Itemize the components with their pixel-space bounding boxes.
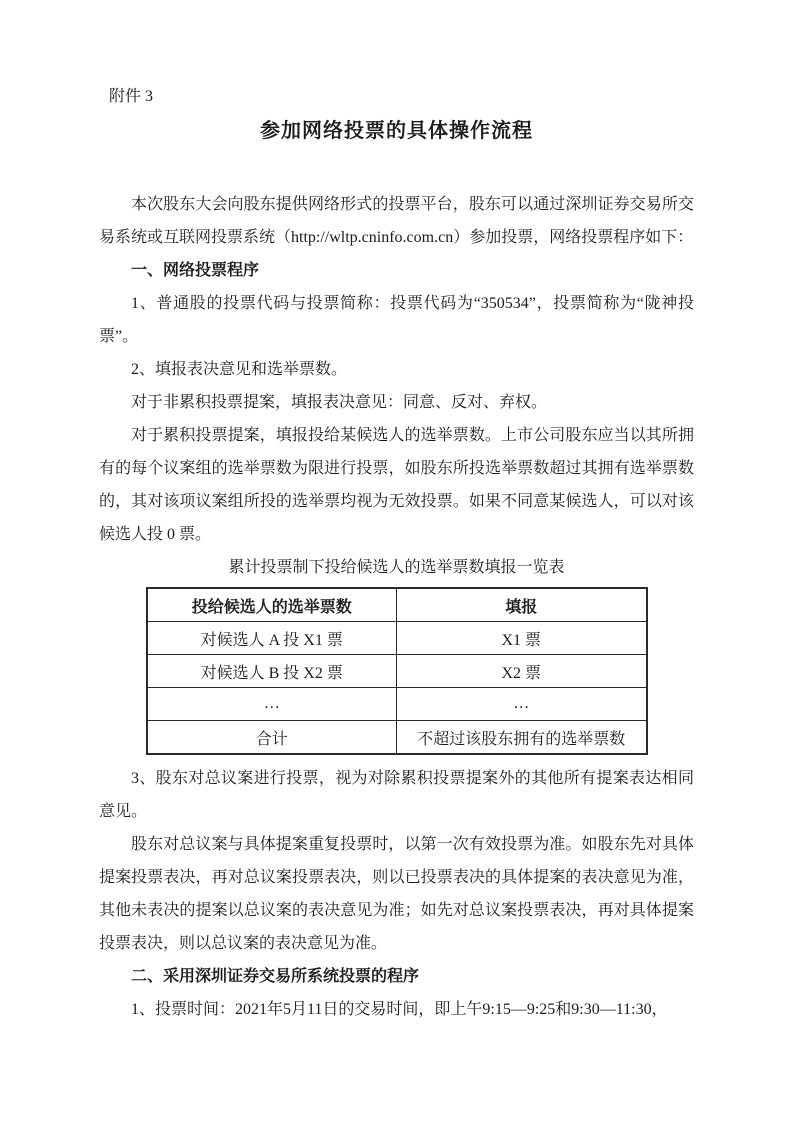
section2-heading: 二、采用深圳证券交易所系统投票的程序 xyxy=(131,968,420,985)
table-header-row xyxy=(147,588,647,622)
table-cell-ellipsis: … xyxy=(147,688,397,721)
table-row xyxy=(147,655,647,688)
section1-heading: 一、网络投票程序 xyxy=(131,262,260,279)
table-cell-candidate-b-fill: X2 票 xyxy=(397,655,647,688)
cumulative-voting-table xyxy=(146,587,648,755)
paragraph-voting-code: 1、普通股的投票代码与投票简称：投票代码为“350534”，投票简称为“陇神投票”。 xyxy=(99,295,694,345)
paragraph-voting-time: 1、投票时间：2021年5月11日的交易时间，即上午9:15—9:25和9:30—11:30， xyxy=(131,1001,668,1018)
paragraph-fill-opinion: 2、填报表决意见和选举票数。 xyxy=(131,361,348,378)
table-row xyxy=(147,622,647,655)
table-header-votes: 投给候选人的选举票数 xyxy=(147,588,397,622)
paragraph-cumulative: 对于累积投票提案，填报投给某候选人的选举票数。上市公司股东应当以其所拥有的每个议案组的选举票数为限进行投票，如股东所投选举票数超过其拥有选举票数的，其对该项议案组所投的选举票均视为无效投票。如果不同意某候选人，可以对该候选人投 0 票。 xyxy=(99,427,694,543)
paragraph-general-proposal: 3、股东对总议案进行投票，视为对除累积投票提案外的其他所有提案表达相同意见。 xyxy=(99,770,694,820)
attachment-label: 附件 3 xyxy=(109,88,154,105)
table-cell-candidate-b: 对候选人 B 投 X2 票 xyxy=(147,655,397,688)
table-caption: 累计投票制下投给候选人的选举票数填报一览表 xyxy=(228,559,565,576)
paragraph-repeat-voting: 股东对总议案与具体提案重复投票时，以第一次有效投票为准。如股东先对具体提案投票表决，再对总议案投票表决，则以已投票表决的具体提案的表决意见为准，其他未表决的提案以总议案的表决意见为准；如先对总议案投票表决，再对具体提案投票表决，则以总议案的表决意见为准。 xyxy=(99,836,694,952)
table-cell-total-fill: 不超过该股东拥有的选举票数 xyxy=(397,721,647,755)
table-row xyxy=(147,688,647,721)
table-cell-candidate-a: 对候选人 A 投 X1 票 xyxy=(147,622,397,655)
paragraph-noncumulative: 对于非累积投票提案，填报表决意见：同意、反对、弃权。 xyxy=(131,394,548,411)
table-row xyxy=(147,721,647,755)
paragraph-intro: 本次股东大会向股东提供网络形式的投票平台，股东可以通过深圳证券交易所交易系统或互联网投票系统（http://wltp.cninfo.com.cn）参加投票，网络投票程序如下： xyxy=(99,196,694,246)
table-cell-candidate-a-fill: X1 票 xyxy=(397,622,647,655)
table-header-fill: 填报 xyxy=(397,588,647,622)
table-cell-ellipsis-fill: … xyxy=(397,688,647,721)
table-cell-total: 合计 xyxy=(147,721,397,755)
page-title: 参加网络投票的具体操作流程 xyxy=(260,120,533,142)
